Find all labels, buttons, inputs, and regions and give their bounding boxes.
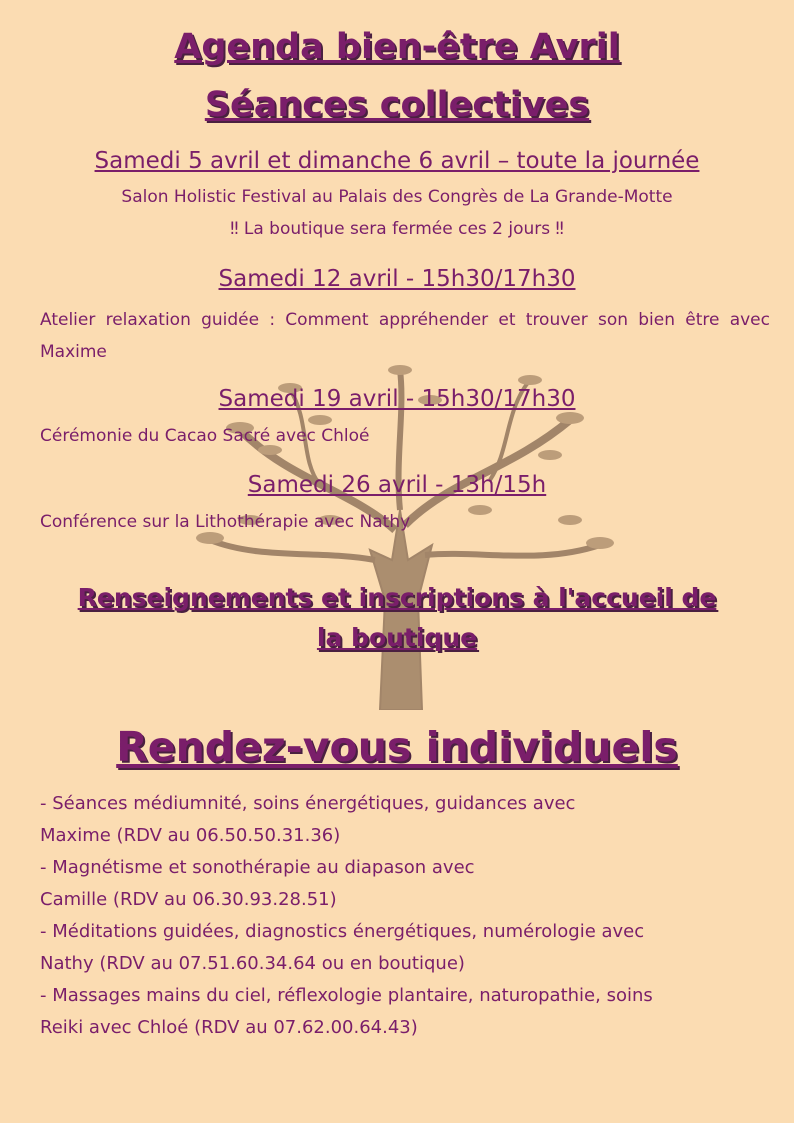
event-description: Cérémonie du Cacao Sacré avec Chloé [40, 426, 370, 446]
rdv-line: - Méditations guidées, diagnostics énergétiques, numérologie avec [40, 921, 645, 942]
individual-section [0, 724, 794, 770]
info-section [20, 578, 774, 658]
event-date: Samedi 19 avril - 15h30/17h30 [218, 386, 576, 412]
individual-list [40, 788, 770, 1044]
individual-title: Rendez-vous individuels [116, 723, 678, 771]
rdv-line: - Séances médiumnité, soins énergétiques, guidances avec [40, 793, 576, 814]
event-2 [0, 264, 794, 294]
page-subtitle: Séances collectives [204, 85, 590, 125]
rdv-line: Reiki avec Chloé (RDV au 07.62.00.64.43) [40, 1017, 418, 1038]
event-line: ‼ La boutique sera fermée ces 2 jours ‼ [230, 219, 564, 239]
rdv-line: - Magnétisme et sonothérapie au diapason avec [40, 857, 475, 878]
event-date: Samedi 5 avril et dimanche 6 avril – toute la journée [94, 148, 700, 174]
event-line: Salon Holistic Festival au Palais des Congrès de La Grande-Motte [121, 187, 673, 207]
info-line: la boutique [316, 623, 478, 652]
event-date: Samedi 26 avril - 13h/15h [247, 472, 547, 498]
event-1 [20, 146, 774, 244]
page-title: Agenda bien-être Avril [174, 27, 620, 67]
event-4 [0, 470, 794, 500]
event-date: Samedi 12 avril - 15h30/17h30 [218, 266, 576, 292]
rdv-line: - Massages mains du ciel, réflexologie plantaire, naturopathie, soins [40, 985, 653, 1006]
event-3 [0, 384, 794, 414]
rdv-line: Camille (RDV au 06.30.93.28.51) [40, 889, 337, 910]
rdv-line: Maxime (RDV au 06.50.50.31.36) [40, 825, 341, 846]
rdv-line: Nathy (RDV au 07.51.60.34.64 ou en boutique) [40, 953, 465, 974]
event-description: Conférence sur la Lithothérapie avec Nathy [40, 512, 411, 532]
event-description: Atelier relaxation guidée : Comment appréhender et trouver son bien être avec Maxime [40, 310, 770, 362]
info-line: Renseignements et inscriptions à l'accueil de [77, 583, 717, 612]
header [0, 24, 794, 128]
